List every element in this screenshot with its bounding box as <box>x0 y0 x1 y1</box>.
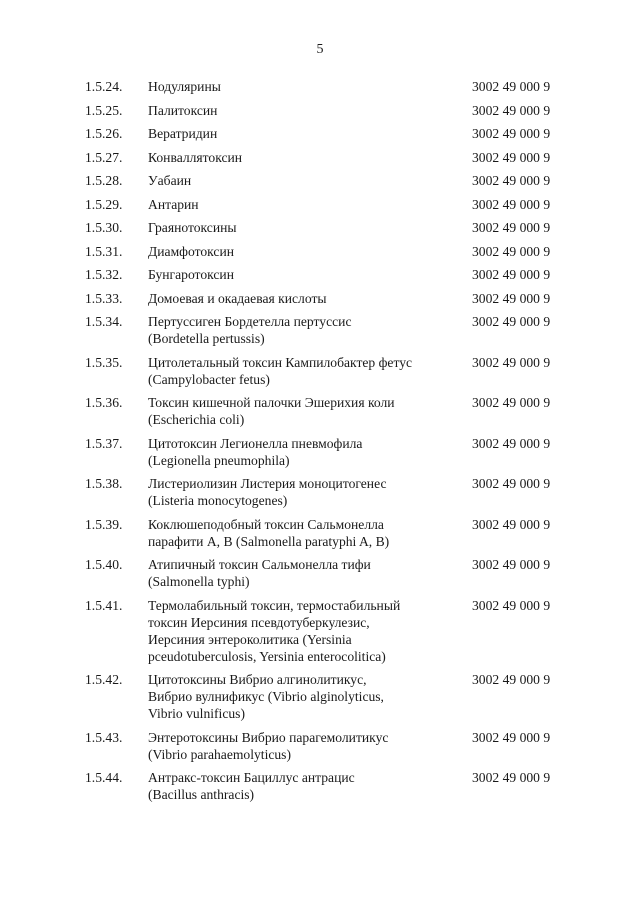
item-code: 3002 49 000 9 <box>472 290 551 306</box>
item-code: 3002 49 000 9 <box>472 173 551 188</box>
item-name <box>148 149 448 166</box>
item-name-line: (Escherichia coli) <box>148 412 245 427</box>
list-item <box>0 266 640 283</box>
list-item <box>0 196 640 213</box>
toxin-list <box>0 78 640 810</box>
page-number: 5 <box>316 42 324 57</box>
item-number: 1.5.25. <box>85 102 123 118</box>
item-name-line: Диамфотоксин <box>148 243 235 259</box>
list-item <box>0 729 640 763</box>
item-name-line: Антарин <box>148 196 199 212</box>
item-number: 1.5.38. <box>85 476 123 491</box>
item-name <box>148 516 448 550</box>
item-name-line: Цитолетальный токсин Кампилобактер фетус <box>148 354 413 370</box>
item-name <box>148 243 448 260</box>
item-name-line: (Legionella pneumophila) <box>148 452 290 468</box>
item-number: 1.5.29. <box>85 196 123 212</box>
item-code: 3002 49 000 9 <box>472 149 551 165</box>
item-code: 3002 49 000 9 <box>472 770 551 785</box>
item-name <box>148 290 448 307</box>
item-number: 1.5.24. <box>85 79 123 94</box>
list-item <box>0 516 640 550</box>
item-name-line: Граянотоксины <box>148 220 237 235</box>
item-name-line: Домоевая и окадаевая кислоты <box>148 290 327 306</box>
item-code: 3002 49 000 9 <box>472 196 551 212</box>
list-item <box>0 219 640 236</box>
item-code: 3002 49 000 9 <box>472 243 551 259</box>
item-name-line: (Campylobacter fetus) <box>148 371 270 387</box>
item-name-line: Термолабильный токсин, термостабильный <box>148 597 401 613</box>
item-number: 1.5.44. <box>85 770 123 785</box>
item-code: 3002 49 000 9 <box>472 729 551 745</box>
item-number: 1.5.33. <box>85 290 123 306</box>
item-code: 3002 49 000 9 <box>472 435 551 451</box>
item-name-line: (Bacillus anthracis) <box>148 787 255 802</box>
item-name <box>148 729 448 763</box>
item-code: 3002 49 000 9 <box>472 672 551 687</box>
item-name-line: токсин Иерсиния псевдотуберкулезис, <box>148 614 370 630</box>
item-name-line: (Bordetella pertussis) <box>148 331 265 346</box>
item-name-line: Уабаин <box>148 173 192 188</box>
item-name <box>148 125 448 142</box>
item-number: 1.5.31. <box>85 243 123 259</box>
item-code: 3002 49 000 9 <box>472 597 551 613</box>
list-item <box>0 172 640 189</box>
item-code: 3002 49 000 9 <box>472 557 551 572</box>
item-name-line: (Salmonella typhi) <box>148 574 250 589</box>
item-code: 3002 49 000 9 <box>472 314 551 329</box>
item-name <box>148 219 448 236</box>
list-item <box>0 290 640 307</box>
item-number: 1.5.37. <box>85 435 123 451</box>
item-number: 1.5.36. <box>85 395 123 410</box>
item-number: 1.5.43. <box>85 729 123 745</box>
item-name <box>148 769 448 803</box>
item-name-line: Атипичный токсин Сальмонелла тифи <box>148 557 371 572</box>
item-name-line: Вератридин <box>148 126 218 141</box>
item-name-line: Конваллятоксин <box>148 149 243 165</box>
list-item <box>0 597 640 665</box>
item-name <box>148 196 448 213</box>
item-number: 1.5.35. <box>85 354 123 370</box>
item-name-line: (Vibrio parahaemolyticus) <box>148 746 291 762</box>
item-number: 1.5.28. <box>85 173 123 188</box>
item-name-line: Вибрио вулнификус (Vibrio alginolyticus, <box>148 689 384 704</box>
item-name-line: Цитотоксин Легионелла пневмофила <box>148 435 363 451</box>
item-name-line: парафити А, В (Salmonella paratyphi A, B) <box>148 533 390 549</box>
list-item <box>0 556 640 590</box>
item-name <box>148 172 448 189</box>
item-name-line: Иерсиния энтероколитика (Yersinia <box>148 631 352 647</box>
item-name <box>148 78 448 95</box>
list-item <box>0 435 640 469</box>
item-name-line: Vibrio vulnificus) <box>148 706 245 721</box>
item-name <box>148 475 448 509</box>
item-code: 3002 49 000 9 <box>472 102 551 118</box>
item-number: 1.5.41. <box>85 597 123 613</box>
item-name-line: pceudotuberculosis, Yersinia enterocolitica) <box>148 648 386 664</box>
item-name-line: Листериолизин Листерия моноцитогенес <box>148 476 387 491</box>
list-item <box>0 149 640 166</box>
list-item <box>0 354 640 388</box>
item-name-line: Палитоксин <box>148 102 218 118</box>
item-number: 1.5.42. <box>85 672 123 687</box>
item-name-line: Пертуссиген Бордетелла пертуссис <box>148 314 352 329</box>
item-code: 3002 49 000 9 <box>472 516 551 532</box>
item-name <box>148 435 448 469</box>
list-item <box>0 769 640 803</box>
item-name-line: Нодулярины <box>148 79 221 94</box>
item-name <box>148 266 448 283</box>
item-name-line: Коклюшеподобный токсин Сальмонелла <box>148 516 384 532</box>
item-name-line: Энтеротоксины Вибрио парагемолитикус <box>148 729 389 745</box>
item-name <box>148 394 448 428</box>
item-number: 1.5.39. <box>85 516 123 532</box>
item-code: 3002 49 000 9 <box>472 267 551 282</box>
item-name <box>148 354 448 388</box>
list-item <box>0 394 640 428</box>
item-code: 3002 49 000 9 <box>472 395 551 410</box>
item-number: 1.5.32. <box>85 267 123 282</box>
item-name-line: (Listeria monocytogenes) <box>148 493 288 508</box>
item-name-line: Антракс-токсин Бациллус антрацис <box>148 770 355 785</box>
item-number: 1.5.27. <box>85 149 123 165</box>
item-name-line: Цитотоксины Вибрио алгинолитикус, <box>148 672 367 687</box>
item-name-line: Бунгаротоксин <box>148 267 234 282</box>
item-number: 1.5.26. <box>85 126 123 141</box>
list-item <box>0 475 640 509</box>
item-name <box>148 671 448 722</box>
item-code: 3002 49 000 9 <box>472 126 551 141</box>
item-number: 1.5.34. <box>85 314 123 329</box>
item-name <box>148 597 448 665</box>
list-item <box>0 125 640 142</box>
list-item <box>0 671 640 722</box>
list-item <box>0 243 640 260</box>
item-name <box>148 556 448 590</box>
list-item <box>0 313 640 347</box>
item-code: 3002 49 000 9 <box>472 220 551 235</box>
item-number: 1.5.30. <box>85 220 123 235</box>
item-name <box>148 313 448 347</box>
item-code: 3002 49 000 9 <box>472 476 551 491</box>
list-item <box>0 102 640 119</box>
item-number: 1.5.40. <box>85 557 123 572</box>
item-code: 3002 49 000 9 <box>472 79 551 94</box>
item-name <box>148 102 448 119</box>
item-name-line: Токсин кишечной палочки Эшерихия коли <box>148 395 395 410</box>
item-code: 3002 49 000 9 <box>472 354 551 370</box>
list-item <box>0 78 640 95</box>
